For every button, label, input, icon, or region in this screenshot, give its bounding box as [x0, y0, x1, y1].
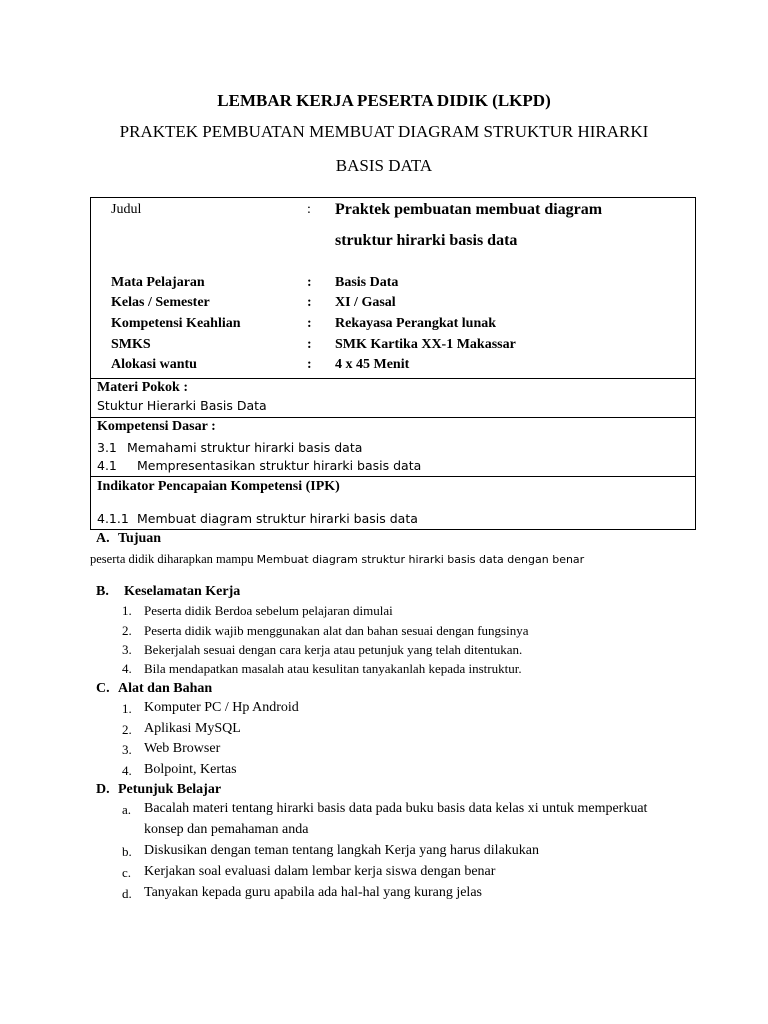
kd-text: Memahami struktur hirarki basis data — [127, 440, 363, 455]
keselamatan-item: Peserta didik wajib menggunakan alat dan bahan sesuai dengan fungsinya — [144, 623, 529, 638]
table-divider — [91, 378, 695, 379]
list-number: 4. — [122, 661, 132, 676]
judul-colon: : — [307, 202, 311, 217]
petunjuk-item-continuation: konsep dan pemahaman anda — [144, 822, 309, 837]
kd-text: Mempresentasikan struktur hirarki basis data — [137, 458, 422, 473]
keselamatan-item: Bila mendapatkan masalah atau kesulitan tanyakanlah kepada instruktur. — [144, 661, 522, 676]
tujuan-text-part2: Membuat diagram struktur hirarki basis data dengan benar — [256, 553, 585, 566]
tujuan-text — [90, 552, 584, 567]
petunjuk-item: Kerjakan soal evaluasi dalam lembar kerja siswa dengan benar — [144, 864, 496, 879]
info-value-kelas-semester: XI / Gasal — [335, 295, 396, 310]
materi-pokok-label: Materi Pokok : — [97, 380, 188, 395]
section-c-heading: Alat dan Bahan — [118, 681, 213, 696]
section-b-letter: B. — [96, 584, 109, 599]
list-number: 1. — [122, 701, 132, 716]
list-number: 4. — [122, 763, 132, 778]
materi-pokok-value: Stuktur Hierarki Basis Data — [97, 398, 267, 413]
info-colon: : — [307, 357, 312, 372]
section-c-letter: C. — [96, 681, 110, 696]
ipk-number: 4.1.1 — [97, 511, 129, 526]
judul-value-line2: struktur hirarki basis data — [335, 232, 518, 249]
list-number: 2. — [122, 722, 132, 737]
alat-item: Aplikasi MySQL — [144, 721, 241, 736]
petunjuk-item: Bacalah materi tentang hirarki basis data pada buku basis data kelas xi untuk memperkuat — [144, 801, 648, 816]
section-d-letter: D. — [96, 782, 110, 797]
kompetensi-dasar-label: Kompetensi Dasar : — [97, 419, 216, 434]
info-colon: : — [307, 295, 312, 310]
alat-item: Bolpoint, Kertas — [144, 762, 237, 777]
kd-number: 4.1 — [97, 458, 117, 473]
section-b-heading: Keselamatan Kerja — [124, 584, 241, 599]
info-colon: : — [307, 316, 312, 331]
list-letter: a. — [122, 802, 132, 817]
petunjuk-item: Diskusikan dengan teman tentang langkah Kerja yang harus dilakukan — [144, 843, 539, 858]
list-number: 1. — [122, 603, 132, 618]
list-letter: b. — [122, 844, 132, 859]
info-value-alokasi-waktu: 4 x 45 Menit — [335, 357, 410, 372]
judul-label: Judul — [111, 202, 142, 217]
ipk-text: Membuat diagram struktur hirarki basis data — [137, 511, 418, 526]
document-subtitle-line2: BASIS DATA — [335, 156, 433, 175]
document-subtitle-line1: PRAKTEK PEMBUATAN MEMBUAT DIAGRAM STRUKTUR HIRARKI — [119, 122, 649, 141]
tujuan-text-part1: peserta didik diharapkan mampu — [90, 552, 254, 566]
table-divider — [91, 417, 695, 418]
list-letter: c. — [122, 865, 132, 880]
indikator-label: Indikator Pencapaian Kompetensi (IPK) — [97, 479, 340, 494]
info-label-smks: SMKS — [111, 337, 151, 352]
info-colon: : — [307, 275, 312, 290]
info-label-alokasi-waktu: Alokasi wantu — [111, 357, 197, 372]
info-value-mata-pelajaran: Basis Data — [335, 275, 399, 290]
alat-item: Web Browser — [144, 741, 221, 756]
list-number: 3. — [122, 642, 132, 657]
info-table — [90, 197, 696, 530]
info-value-kompetensi-keahlian: Rekayasa Perangkat lunak — [335, 316, 497, 331]
table-divider — [91, 476, 695, 477]
info-label-kompetensi-keahlian: Kompetensi Keahlian — [111, 316, 241, 331]
info-colon: : — [307, 337, 312, 352]
list-number: 2. — [122, 623, 132, 638]
section-d-heading: Petunjuk Belajar — [118, 782, 222, 797]
info-value-smks: SMK Kartika XX-1 Makassar — [335, 337, 516, 352]
kd-number: 3.1 — [97, 440, 117, 455]
keselamatan-item: Bekerjalah sesuai dengan cara kerja atau petunjuk yang telah ditentukan. — [144, 642, 523, 657]
list-number: 3. — [122, 742, 132, 757]
petunjuk-item: Tanyakan kepada guru apabila ada hal-hal yang kurang jelas — [144, 885, 482, 900]
document-title: LEMBAR KERJA PESERTA DIDIK (LKPD) — [217, 91, 551, 110]
section-a-letter: A. — [96, 531, 110, 546]
info-label-mata-pelajaran: Mata Pelajaran — [111, 275, 205, 290]
judul-value-line1: Praktek pembuatan membuat diagram — [335, 201, 603, 218]
keselamatan-item: Peserta didik Berdoa sebelum pelajaran dimulai — [144, 603, 393, 618]
section-a-heading: Tujuan — [118, 531, 162, 546]
alat-item: Komputer PC / Hp Android — [144, 700, 299, 715]
list-letter: d. — [122, 886, 132, 901]
info-label-kelas-semester: Kelas / Semester — [111, 295, 210, 310]
